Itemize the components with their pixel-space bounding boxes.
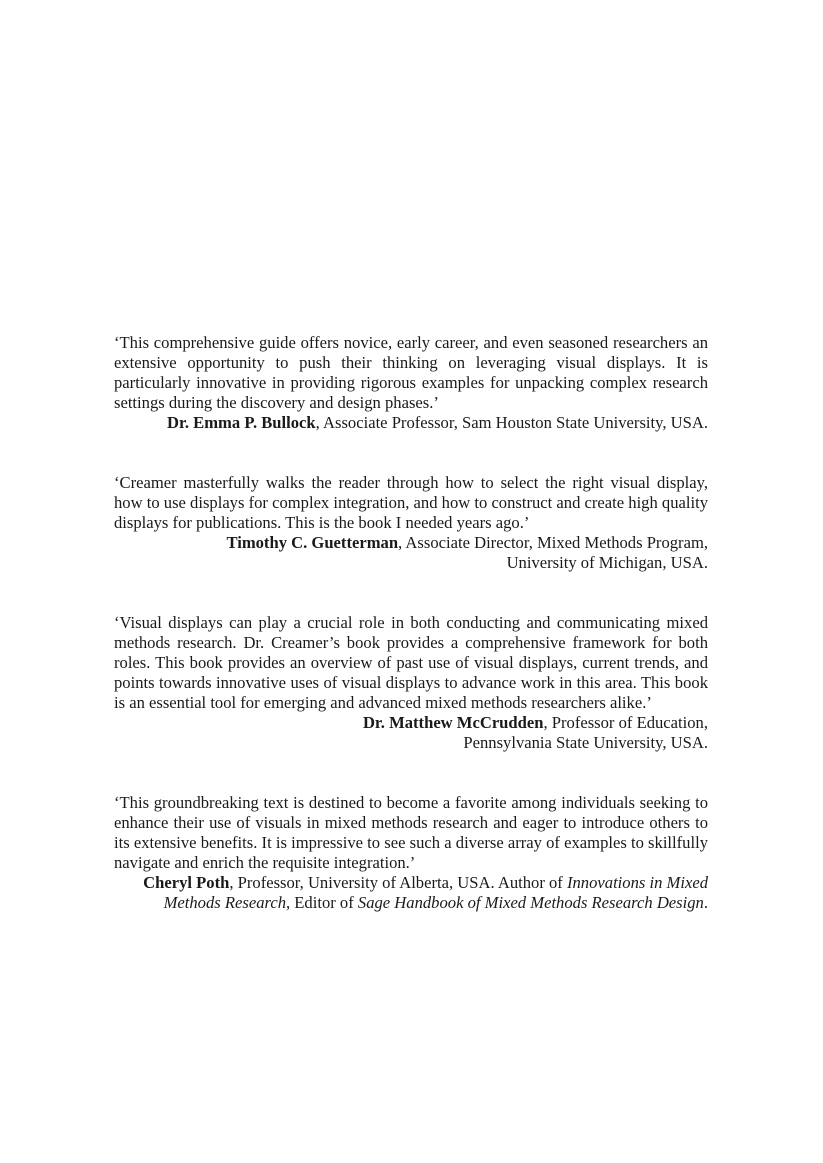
endorsement-quote: ‘Creamer masterfully walks the reader through how to select the right visual display, how to use displays for complex integration, and how to construct and create high quality displays for publications. This is the book I needed years ago.’ [114,473,709,532]
endorsements-page [114,333,708,913]
endorsement-bullock [114,333,708,433]
endorsement-attribution [114,533,708,573]
endorser-affiliation: , Professor of Education, [543,713,708,732]
endorser-affiliation-cont: , Editor of [286,893,358,912]
endorser-affiliation-line2: University of Michigan, USA. [506,553,708,572]
endorsement-guetterman [114,473,708,573]
endorser-affiliation: , Associate Professor, Sam Houston State University, USA. [315,413,708,432]
endorser-name: Timothy C. Guetterman [226,533,399,552]
endorser-affiliation: , Professor, University of Alberta, USA. Author of [229,873,567,892]
endorsement-attribution [114,713,708,753]
endorsement-quote: ‘Visual displays can play a crucial role in both conducting and communicating mixed methods research. Dr. Creamer’s book provides a comprehensive framework for both roles. This book provides an overview of past use of visual displays, current trends, and points towards innovative uses of visual displays to advance work in this area. This book is an essential tool for emerging and advanced mixed methods researchers alike.’ [114,613,708,712]
endorsement-attribution [114,413,708,433]
endorser-affiliation-line2: Pennsylvania State University, USA. [463,733,708,752]
book-title: Sage Handbook of Mixed Methods Research Design [357,893,704,912]
book-title: Innovations in Mixed Methods Research [163,873,708,912]
endorser-name: Dr. Matthew McCrudden [362,713,544,732]
endorser-affiliation: , Associate Director, Mixed Methods Program, [398,533,708,552]
endorser-affiliation-end: . [703,893,708,912]
endorsement-mccrudden [114,613,708,753]
endorsement-attribution [114,873,708,913]
endorsement-quote: ‘This comprehensive guide offers novice, early career, and even seasoned researchers an extensive opportunity to push their thinking on leveraging visual displays. It is particularly innovative in providing rigorous examples for unpacking complex research settings during the discovery and design phases.’ [114,333,708,412]
endorser-name: Cheryl Poth [143,873,230,892]
endorsement-quote: ‘This groundbreaking text is destined to become a favorite among individuals seeking to enhance their use of visuals in mixed methods research and eager to introduce others to its extensive benefits. It is impressive to see such a diverse array of examples to skillfully navigate and enrich the requisite integration.’ [114,793,708,872]
endorser-name: Dr. Emma P. Bullock [167,413,316,432]
endorsement-poth [114,793,708,913]
